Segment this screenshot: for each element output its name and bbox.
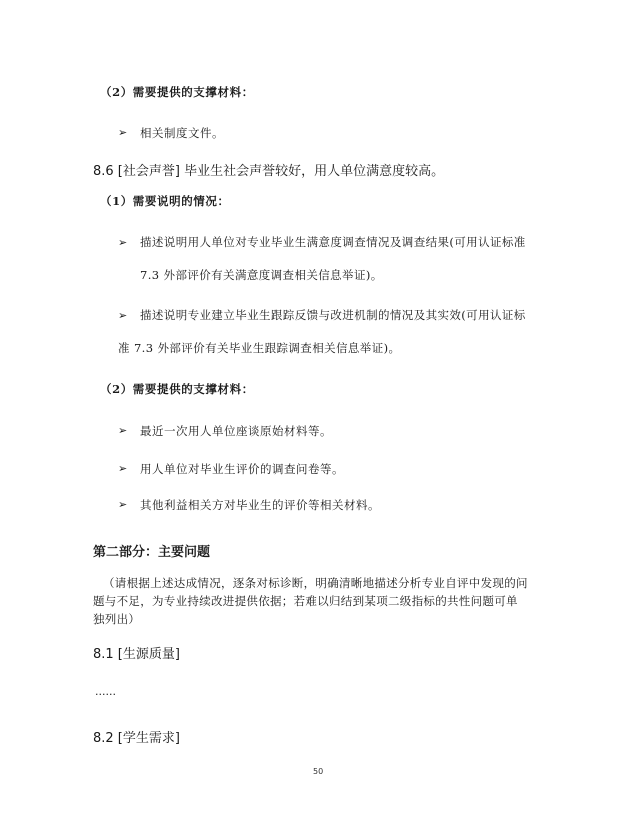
list-item-text-line2: 7.3 外部评价有关满意度调查相关信息举证)。 bbox=[140, 268, 383, 282]
part-two-title: 第二部分：主要问题 bbox=[93, 545, 211, 560]
list-item-text: 最近一次用人单位座谈原始材料等。 bbox=[140, 424, 332, 438]
list-item-text-line1: 描述说明用人单位对专业毕业生满意度调查情况及调查结果(可用认证标准 bbox=[140, 235, 526, 249]
list-item-text: 相关制度文件。 bbox=[140, 126, 224, 140]
arrow-bullet-icon: ➢ bbox=[118, 309, 128, 322]
list-item-text-line1: 描述说明专业建立毕业生跟踪反馈与改进机制的情况及其实效(可用认证标 bbox=[140, 308, 526, 322]
page-number: 50 bbox=[313, 767, 324, 776]
section-heading-8-2: 8.2 [学生需求] bbox=[93, 731, 180, 746]
list-item bbox=[118, 125, 568, 141]
section-heading-8-1: 8.1 [生源质量] bbox=[93, 647, 180, 662]
list-item bbox=[118, 423, 568, 439]
arrow-bullet-icon: ➢ bbox=[118, 126, 128, 139]
arrow-bullet-icon: ➢ bbox=[118, 462, 128, 475]
arrow-bullet-icon: ➢ bbox=[118, 236, 128, 249]
list-item-text-line2: 准 7.3 外部评价有关毕业生跟踪调查相关信息举证)。 bbox=[118, 341, 401, 355]
note-line-1: （请根据上述达成情况，逐条对标诊断，明确清晰地描述分析专业自评中发现的问 bbox=[103, 576, 528, 590]
ellipsis: ...... bbox=[95, 685, 116, 698]
arrow-bullet-icon: ➢ bbox=[118, 498, 128, 511]
arrow-bullet-icon: ➢ bbox=[118, 424, 128, 437]
list-item-text: 用人单位对毕业生评价的调查问卷等。 bbox=[140, 462, 344, 476]
list-item bbox=[118, 461, 568, 477]
list-item-text: 其他利益相关方对毕业生的评价等相关材料。 bbox=[140, 498, 380, 512]
note-line-3: 独列出） bbox=[93, 612, 141, 626]
support-materials-heading-a: （2）需要提供的支撑材料： bbox=[100, 85, 254, 99]
list-item bbox=[118, 299, 568, 365]
list-item bbox=[118, 226, 568, 292]
list-item bbox=[118, 497, 568, 513]
section-heading-8-6: 8.6 [社会声誉] 毕业生社会声誉较好，用人单位满意度较高。 bbox=[93, 164, 445, 179]
support-materials-heading-b: （2）需要提供的支撑材料： bbox=[100, 382, 254, 396]
part-two-note bbox=[93, 574, 553, 628]
note-line-2: 题与不足，为专业持续改进提供依据；若难以归结到某项二级指标的共性问题可单 bbox=[93, 594, 518, 608]
explain-heading: （1）需要说明的情况： bbox=[100, 194, 230, 208]
